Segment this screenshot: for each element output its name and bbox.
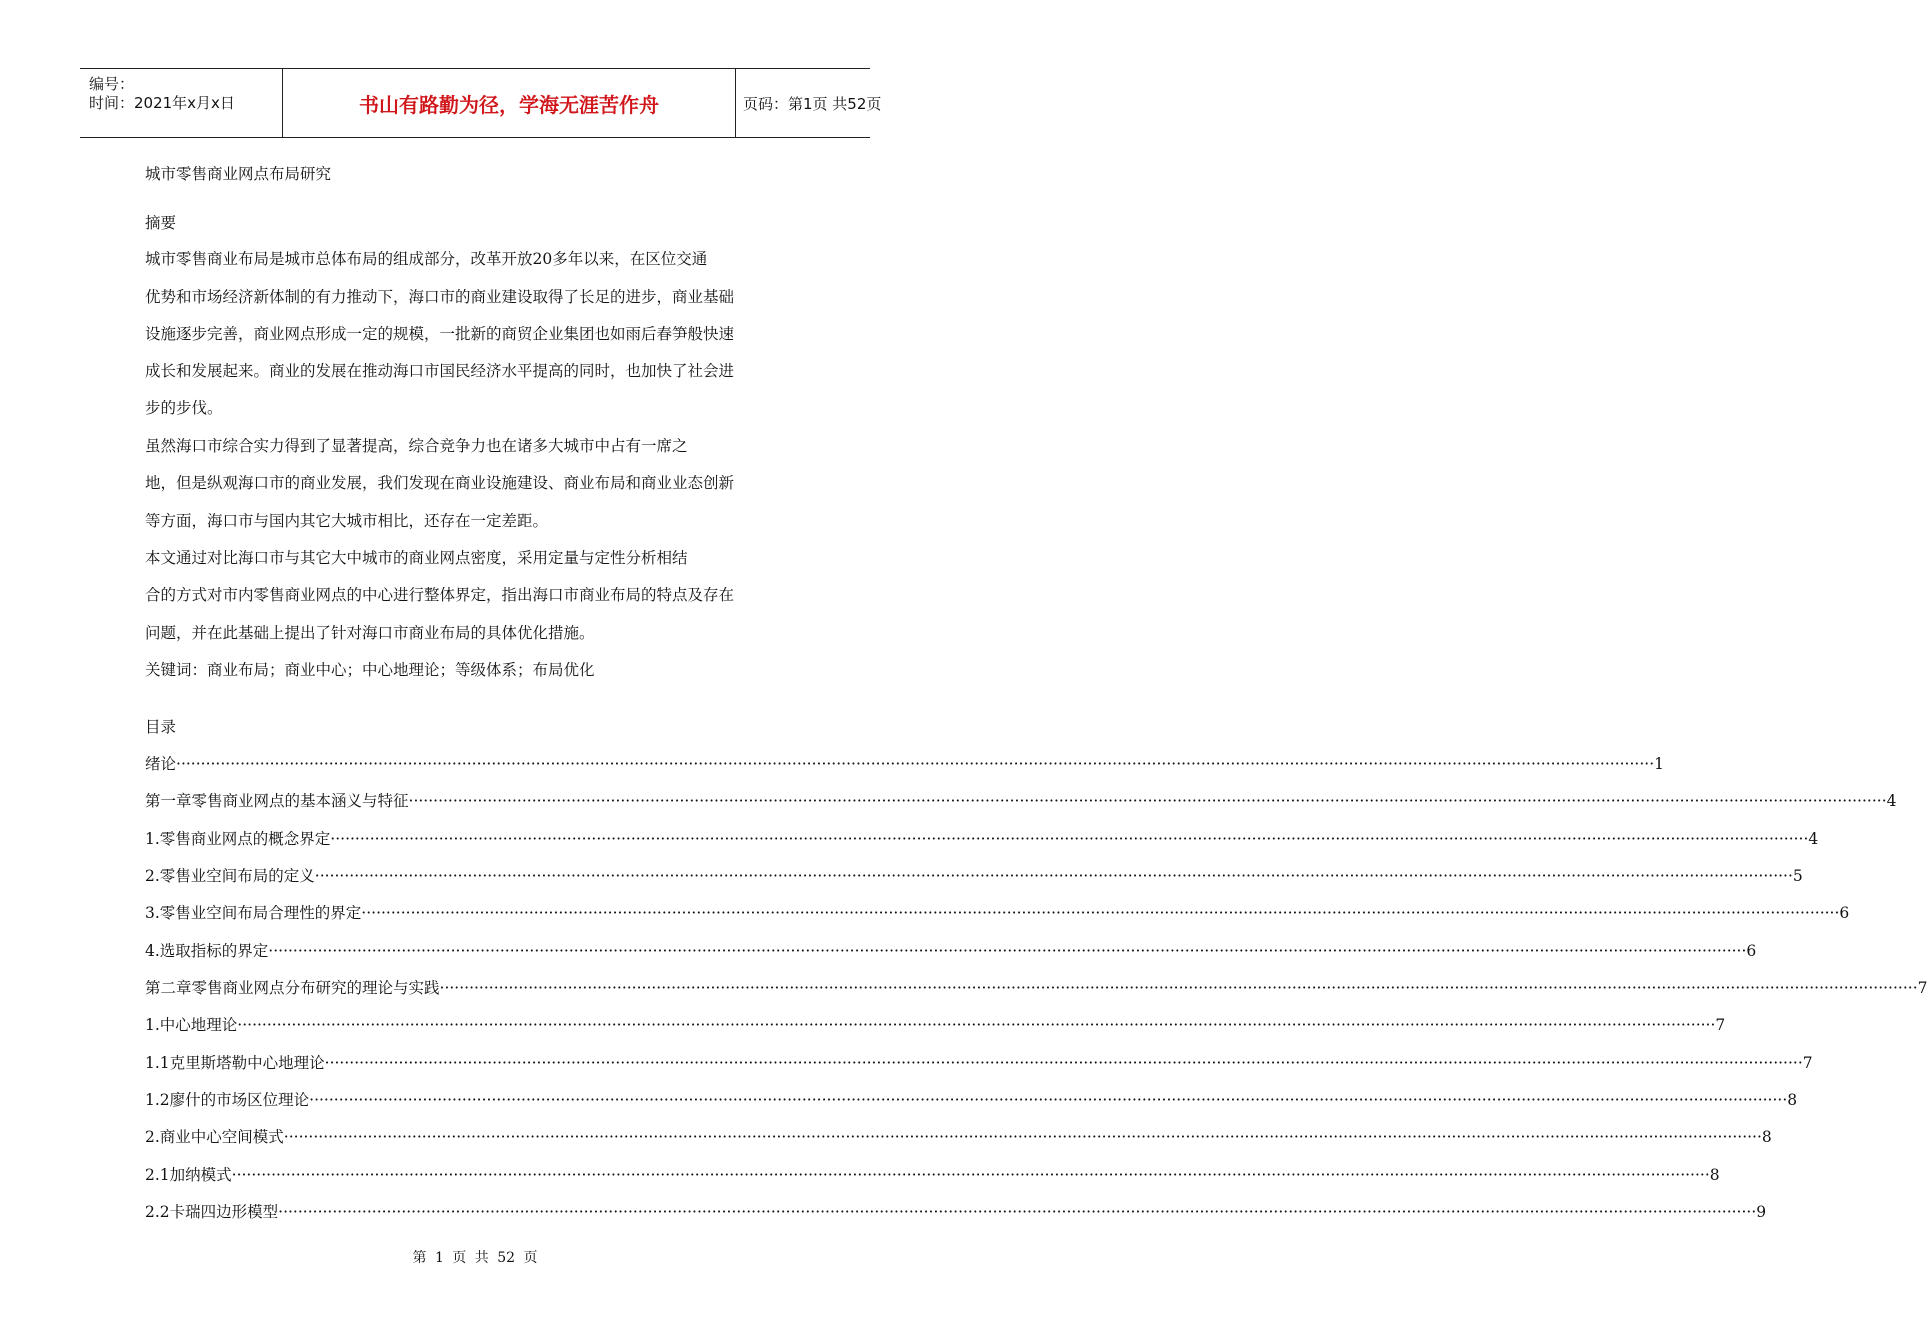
toc-entry[interactable]: [145, 827, 1819, 849]
paragraph-line: 合的方式对市内零售商业网点的中心进行整体界定，指出海口市商业布局的特点及存在: [145, 586, 735, 604]
paragraph-line: 虽然海口市综合实力得到了显著提高，综合竞争力也在诸多大城市中占有一席之: [145, 437, 688, 455]
toc-entry[interactable]: [145, 1200, 1767, 1222]
toc-label: 2.1加纳模式: [145, 1166, 232, 1184]
toc-leader: ············································································································································································································································································································: [439, 979, 1918, 997]
paragraph-line: 本文通过对比海口市与其它大中城市的商业网点密度，采用定量与定性分析相结: [145, 549, 688, 567]
toc-leader: ············································································································································································································································································································: [314, 867, 1793, 885]
paragraph-line: 步的步伐。: [145, 399, 223, 417]
paragraph-line: 等方面，海口市与国内其它大城市相比，还存在一定差距。: [145, 512, 549, 530]
toc-label: 2.商业中心空间模式: [145, 1128, 284, 1146]
toc-entry[interactable]: [145, 1051, 1813, 1073]
paragraph-line: 问题，并在此基础上提出了针对海口市商业布局的具体优化措施。: [145, 624, 595, 642]
toc-page: 8: [1787, 1091, 1798, 1109]
toc-label: 2.零售业空间布局的定义: [145, 867, 315, 885]
toc-page: 5: [1792, 867, 1803, 885]
toc-label: 1.中心地理论: [145, 1016, 238, 1034]
toc-entry[interactable]: [145, 1125, 1772, 1147]
toc-label: 绪论: [145, 755, 177, 773]
toc-leader: ············································································································································································································································································································: [361, 904, 1840, 922]
toc-leader: ············································································································································································································································································································: [408, 792, 1887, 810]
toc-leader: ············································································································································································································································································································: [283, 1128, 1762, 1146]
toc-page: 6: [1839, 904, 1850, 922]
toc-entry[interactable]: [145, 1013, 1726, 1035]
toc-entry[interactable]: [145, 901, 1850, 923]
toc-label: 第二章零售商业网点分布研究的理论与实践: [145, 979, 440, 997]
toc-page: 8: [1709, 1166, 1720, 1184]
paragraph-line: 城市零售商业布局是城市总体布局的组成部分，改革开放20多年以来，在区位交通: [145, 250, 708, 268]
toc-entry[interactable]: [145, 752, 1664, 774]
toc-page: 4: [1808, 830, 1819, 848]
toc-page: 4: [1886, 792, 1897, 810]
toc-entry[interactable]: [145, 1163, 1720, 1185]
header-meta-cell: [80, 69, 282, 137]
number-label: 编号：: [89, 75, 135, 93]
motto-cell: [282, 69, 736, 137]
page-info: 页码：第1页 共52页: [743, 94, 882, 113]
toc-leader: ············································································································································································································································································································: [268, 942, 1747, 960]
date-label: 时间：2021年x月x日: [89, 94, 235, 112]
toc-page: 1: [1654, 755, 1664, 773]
toc-label: 1.零售商业网点的概念界定: [145, 830, 331, 848]
paragraph-line: 优势和市场经济新体制的有力推动下，海口市的商业建设取得了长足的进步，商业基础: [145, 288, 735, 306]
paragraph-line: 成长和发展起来。商业的发展在推动海口市国民经济水平提高的同时，也加快了社会进: [145, 362, 735, 380]
toc-leader: ············································································································································································································································································································: [324, 1054, 1803, 1072]
toc-label: 4.选取指标的界定: [145, 942, 269, 960]
toc-label: 1.2廖什的市场区位理论: [145, 1091, 310, 1109]
toc-leader: ············································································································································································································································································································: [237, 1016, 1716, 1034]
toc-page: 8: [1761, 1128, 1772, 1146]
document-title: 城市零售商业网点布局研究: [145, 165, 332, 183]
toc-entry[interactable]: [145, 1088, 1798, 1110]
toc-label: 3.零售业空间布局合理性的界定: [145, 904, 362, 922]
toc-leader: ············································································································································································································································································································: [309, 1091, 1788, 1109]
toc-page: 6: [1746, 942, 1757, 960]
toc-page: 7: [1917, 979, 1928, 997]
motto-text: 书山有路勤为径，学海无涯苦作舟: [359, 92, 659, 117]
toc-label: 2.2卡瑞四边形模型: [145, 1203, 279, 1221]
toc-page: 7: [1802, 1054, 1813, 1072]
paragraph-line: 设施逐步完善，商业网点形成一定的规模，一批新的商贸企业集团也如雨后春笋般快速: [145, 325, 735, 343]
toc-leader: ············································································································································································································································································································: [330, 830, 1809, 848]
paragraph-line: 地，但是纵观海口市的商业发展，我们发现在商业设施建设、商业布局和商业业态创新: [145, 474, 735, 492]
toc-entry[interactable]: [145, 976, 1928, 998]
toc-heading: 目录: [145, 718, 177, 736]
page-header: [80, 68, 882, 138]
toc-label: 第一章零售商业网点的基本涵义与特征: [145, 792, 409, 810]
toc-leader: ············································································································································································································································································································: [231, 1166, 1710, 1184]
page-info-cell: [735, 69, 882, 137]
keywords: 关键词：商业布局；商业中心；中心地理论；等级体系；布局优化: [145, 661, 595, 679]
toc-leader: ············································································································································································································································································································: [176, 755, 1655, 773]
toc-leader: ············································································································································································································································································································: [278, 1203, 1757, 1221]
toc-entry[interactable]: [145, 864, 1803, 886]
toc-label: 1.1克里斯塔勒中心地理论: [145, 1054, 325, 1072]
abstract-heading: 摘要: [145, 214, 177, 232]
toc-page: 7: [1715, 1016, 1726, 1034]
toc-page: 9: [1756, 1203, 1767, 1221]
toc-entry[interactable]: [145, 789, 1897, 811]
toc-entry[interactable]: [145, 939, 1757, 961]
page-footer: 第 1 页 共 52 页: [412, 1250, 538, 1266]
